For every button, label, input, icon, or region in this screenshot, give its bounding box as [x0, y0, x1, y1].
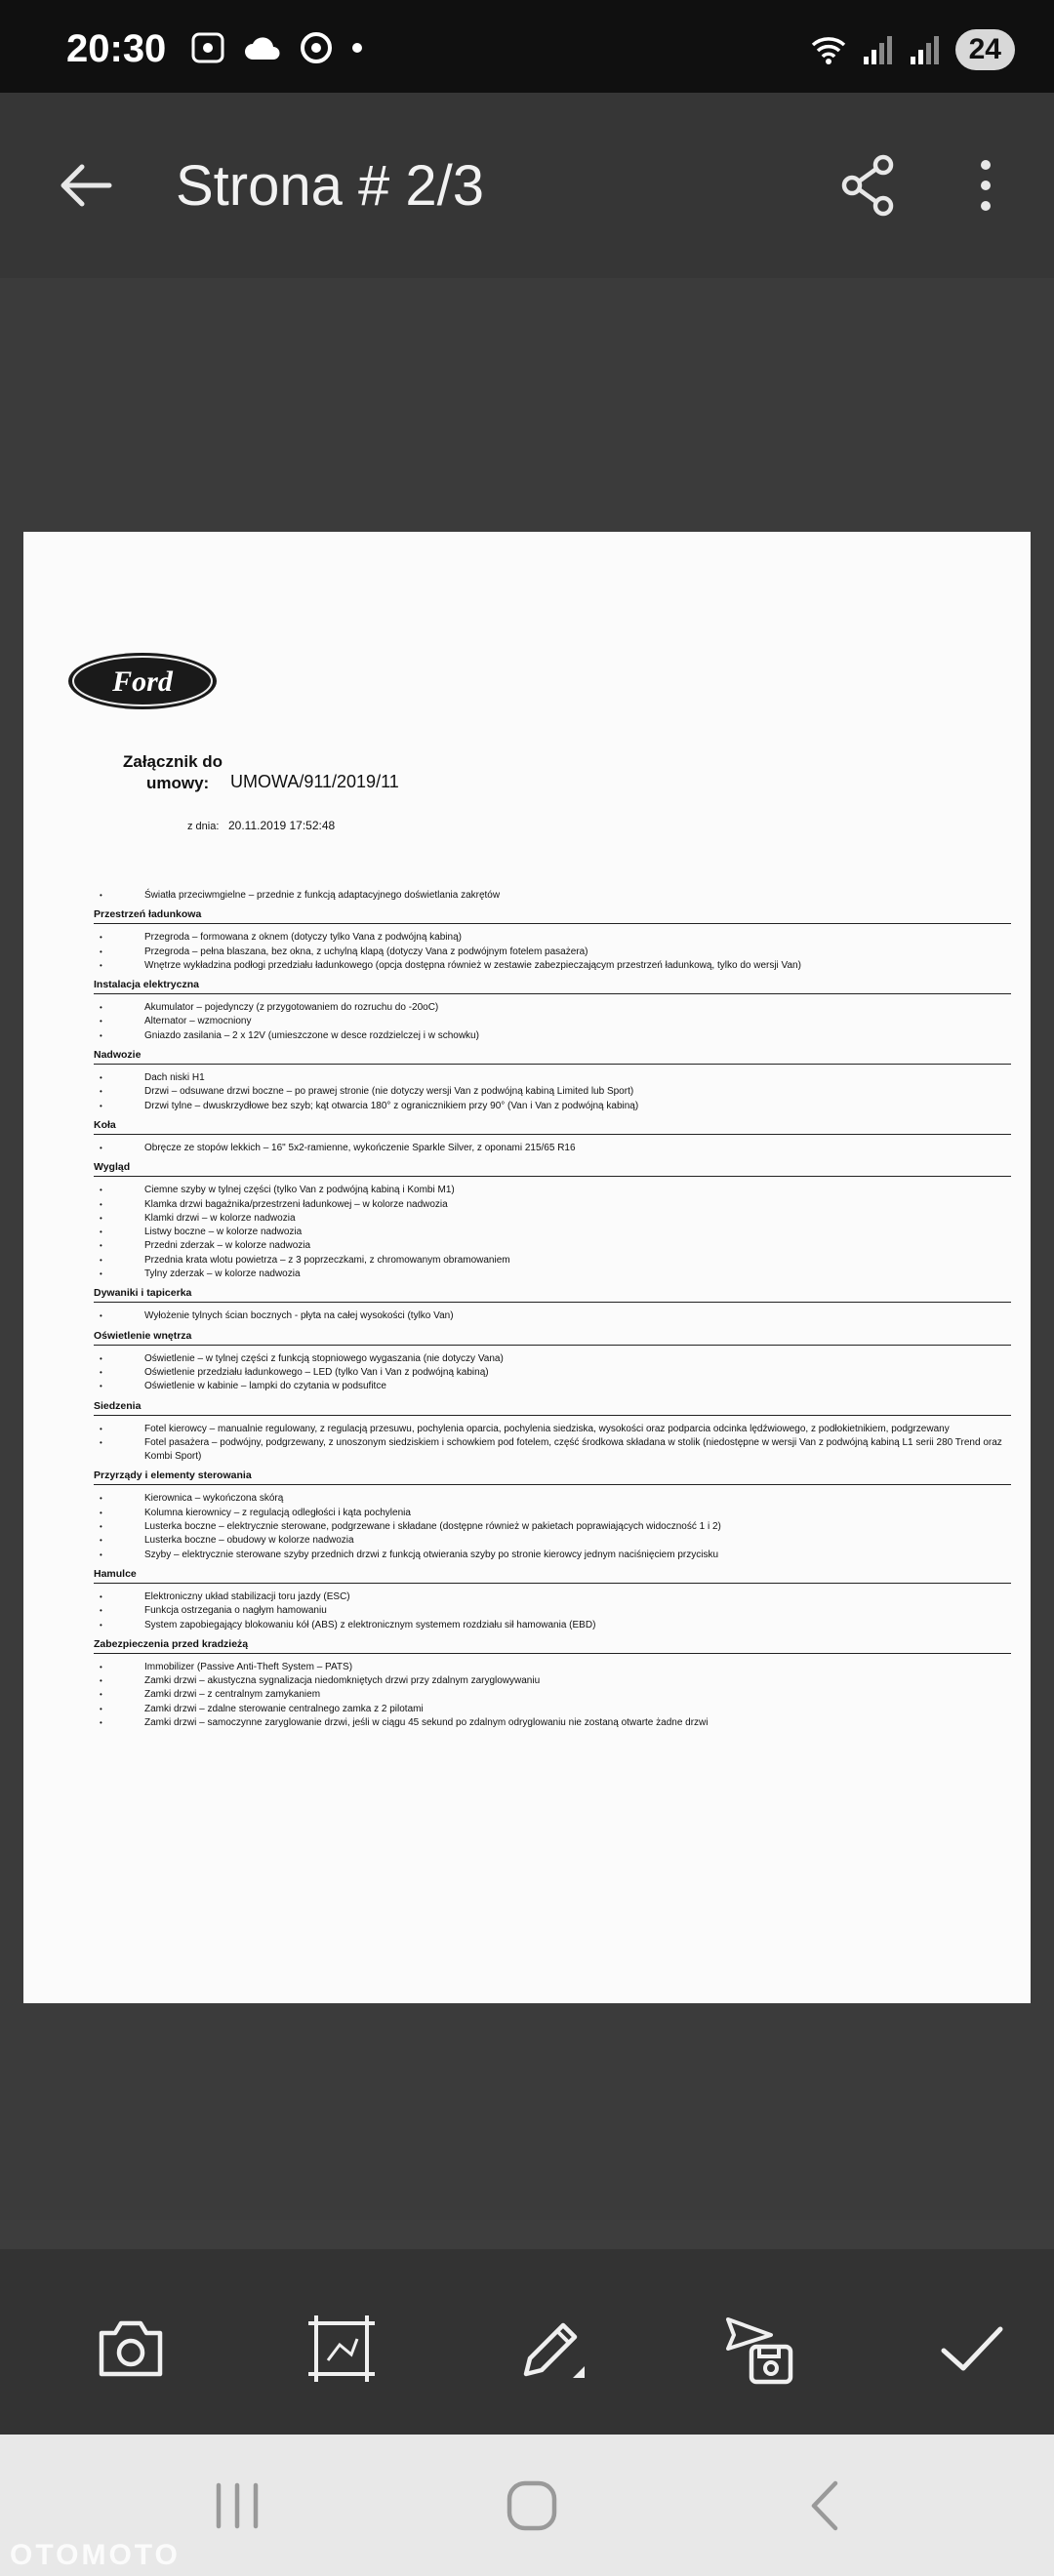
- wifi-icon: [809, 33, 848, 66]
- list-item: • Drzwi – odsuwane drzwi boczne – po prawej stronie (nie dotyczy wersji Van z podwójną kabiną Limited lub Sport): [94, 1085, 1011, 1099]
- list-item: • Lusterka boczne – elektrycznie sterowane, podgrzewane i składane (dostępne również w pakietach poprawiających widoczność 1 i 2): [94, 1520, 1011, 1534]
- otomoto-watermark: OTOMOTO: [10, 2539, 181, 2571]
- list-item: • Przegroda – pełna blaszana, bez okna, z uchylną klapą (dotyczy Vana z podwójnym fotelem pasażera): [94, 946, 1011, 959]
- status-bar: [0, 0, 1054, 93]
- camera-icon[interactable]: [92, 2310, 170, 2388]
- list-item: • Tylny zderzak – w kolorze nadwozia: [94, 1268, 1011, 1281]
- list-item: • Fotel pasażera – podwójny, podgrzewany, z unoszonym siedziskiem i schowkiem pod fotelem, część środkowa składana w stolik (niedostępne w wersji Van z podwójną kabiną L1 serii 280 Trend oraz Kombi Sport): [94, 1436, 1011, 1465]
- list-item: • Światła przeciwmgielne – przednie z funkcją adaptacyjnego doświetlania zakrętów: [94, 889, 1011, 903]
- recent-apps-icon[interactable]: [203, 2472, 271, 2540]
- list-item: • Szyby – elektrycznie sterowane szyby przednich drzwi z funkcją otwierania szyby po stronie kierowcy jednym naciśnięciem przycisku: [94, 1549, 1011, 1562]
- edit-pen-icon[interactable]: [512, 2310, 590, 2388]
- section-heading: Koła: [94, 1119, 1011, 1135]
- cloud-icon: [243, 34, 282, 61]
- status-system-icons: [809, 29, 1015, 70]
- page-title: Strona # 2/3: [176, 154, 484, 218]
- list-item: • Przedni zderzak – w kolorze nadwozia: [94, 1239, 1011, 1253]
- list-item: • Fotel kierowcy – manualnie regulowany, z regulacją przesuwu, pochylenia oparcia, pochylenia siedziska, wysokości oraz podparcia odcinka lędźwiowego, z podłokietnikiem, podgrzewany: [94, 1423, 1011, 1436]
- section-item-list: [94, 1309, 1011, 1323]
- list-item: • Przednia krata wlotu powietrza – z 3 poprzeczkami, z chromowanym obramowaniem: [94, 1254, 1011, 1268]
- list-item: • Alternator – wzmocniony: [94, 1015, 1011, 1028]
- section-item-list: [94, 1352, 1011, 1394]
- section-heading: Zabezpieczenia przed kradzieżą: [94, 1638, 1011, 1654]
- section-heading: Hamulce: [94, 1568, 1011, 1584]
- status-time: 20:30: [66, 27, 167, 70]
- section-item-list: [94, 1661, 1011, 1730]
- list-item: • Lusterka boczne – obudowy w kolorze nadwozia: [94, 1534, 1011, 1548]
- list-item: • Zamki drzwi – z centralnym zamykaniem: [94, 1688, 1011, 1702]
- list-item: • Kierownica – wykończona skórą: [94, 1492, 1011, 1506]
- signal-icon: [862, 33, 895, 66]
- list-item: • Kolumna kierownicy – z regulacją odległości i kąta pochylenia: [94, 1507, 1011, 1520]
- section-item-list: [94, 1071, 1011, 1113]
- confirm-check-icon[interactable]: [932, 2310, 1010, 2388]
- contract-number: UMOWA/911/2019/11: [230, 772, 399, 791]
- list-item: • Ciemne szyby w tylnej części (tylko Van z podwójną kabiną i Kombi M1): [94, 1184, 1011, 1197]
- system-navigation-bar: [0, 2435, 1054, 2576]
- list-item: • Zamki drzwi – zdalne sterowanie centralnego zamka z 2 pilotami: [94, 1703, 1011, 1716]
- status-notification-icons: [190, 31, 364, 64]
- app-bar: [0, 93, 1054, 278]
- umowy-label: umowy:: [146, 774, 210, 792]
- section-item-list: [94, 931, 1011, 973]
- nav-back-icon[interactable]: [792, 2472, 861, 2540]
- list-item: • Obręcze ze stopów lekkich – 16" 5x2-ramienne, wykończenie Sparkle Silver, z oponami 215/65 R16: [94, 1142, 1011, 1155]
- list-item: • System zapobiegający blokowaniu kół (ABS) z elektronicznym systemem rozdziału sił hamowania (EBD): [94, 1619, 1011, 1632]
- section-heading: Siedzenia: [94, 1400, 1011, 1416]
- list-item: • Zamki drzwi – samoczynne zaryglowanie drzwi, jeśli w ciągu 45 sekund po zdalnym odryglowaniu nie zostaną otwarte żadne drzwi: [94, 1716, 1011, 1730]
- list-item: • Zamki drzwi – akustyczna sygnalizacja niedomkniętych drzwi przy zdalnym zaryglowywaniu: [94, 1674, 1011, 1688]
- section-heading: Przyrządy i elementy sterowania: [94, 1469, 1011, 1485]
- section-heading: Nadwozie: [94, 1049, 1011, 1065]
- list-item: • Wyłożenie tylnych ścian bocznych - płyta na całej wysokości (tylko Van): [94, 1309, 1011, 1323]
- document-viewer[interactable]: [0, 278, 1054, 2220]
- signal-icon-2: [909, 33, 942, 66]
- section-item-list: [94, 1001, 1011, 1043]
- list-item: • Elektroniczny układ stabilizacji toru jazdy (ESC): [94, 1590, 1011, 1604]
- list-item: • Listwy boczne – w kolorze nadwozia: [94, 1226, 1011, 1239]
- list-item: • Oświetlenie przedziału ładunkowego – LED (tylko Van i Van z podwójną kabiną): [94, 1366, 1011, 1380]
- date-value: 20.11.2019 17:52:48: [228, 819, 336, 832]
- first-item-list: [94, 889, 1011, 903]
- list-item: • Gniazdo zasilania – 2 x 12V (umieszczone w desce rozdzielczej i w schowku): [94, 1029, 1011, 1043]
- section-item-list: [94, 1184, 1011, 1281]
- dot-icon: [350, 41, 364, 55]
- ford-logo: [66, 651, 219, 711]
- bottom-toolbar: [0, 2249, 1054, 2435]
- list-item: • Oświetlenie w kabinie – lampki do czytania w podsufitce: [94, 1380, 1011, 1393]
- section-heading: Instalacja elektryczna: [94, 979, 1011, 994]
- battery-indicator: 24: [955, 29, 1015, 70]
- ford-logo-text: Ford: [112, 665, 173, 698]
- list-item: • Przegroda – formowana z oknem (dotyczy tylko Vana z podwójną kabiną): [94, 931, 1011, 945]
- section-heading: Przestrzeń ładunkowa: [94, 908, 1011, 924]
- chrome-icon: [300, 31, 333, 64]
- equipment-sections: [94, 889, 1011, 1734]
- screenshot-icon: [190, 31, 225, 64]
- section-item-list: [94, 1590, 1011, 1632]
- home-icon[interactable]: [498, 2472, 566, 2540]
- list-item: • Klamki drzwi – w kolorze nadwozia: [94, 1212, 1011, 1226]
- scanned-page: [23, 532, 1031, 2003]
- section-heading: Dywaniki i tapicerka: [94, 1287, 1011, 1303]
- date-label: z dnia:: [187, 821, 220, 832]
- attachment-title: Załącznik do: [123, 752, 223, 771]
- section-heading: Oświetlenie wnętrza: [94, 1330, 1011, 1346]
- list-item: • Klamka drzwi bagażnika/przestrzeni ładunkowej – w kolorze nadwozia: [94, 1198, 1011, 1212]
- section-item-list: [94, 1142, 1011, 1155]
- section-heading: Wygląd: [94, 1161, 1011, 1177]
- list-item: • Drzwi tylne – dwuskrzydłowe bez szyb; kąt otwarcia 180° z ogranicznikiem przy 90° (Van i Van z podwójną kabiną): [94, 1100, 1011, 1113]
- send-save-icon[interactable]: [722, 2310, 800, 2388]
- section-item-list: [94, 1492, 1011, 1561]
- back-arrow-icon[interactable]: [53, 151, 121, 220]
- list-item: • Dach niski H1: [94, 1071, 1011, 1085]
- section-item-list: [94, 1423, 1011, 1465]
- list-item: • Wnętrze wykładzina podłogi przedziału ładunkowego (opcja dostępna również w zestawie zabezpieczającym przestrzeń ładunkową, tylko do wersji Van): [94, 959, 1011, 973]
- share-icon[interactable]: [834, 151, 903, 220]
- list-item: • Oświetlenie – w tylnej części z funkcją stopniowego wygaszania (nie dotyczy Vana): [94, 1352, 1011, 1366]
- list-item: • Akumulator – pojedynczy (z przygotowaniem do rozruchu do -20oC): [94, 1001, 1011, 1015]
- list-item: • Funkcja ostrzegania o nagłym hamowaniu: [94, 1604, 1011, 1618]
- list-item: • Immobilizer (Passive Anti-Theft System – PATS): [94, 1661, 1011, 1674]
- crop-icon[interactable]: [303, 2310, 381, 2388]
- more-options-icon[interactable]: [966, 151, 1005, 220]
